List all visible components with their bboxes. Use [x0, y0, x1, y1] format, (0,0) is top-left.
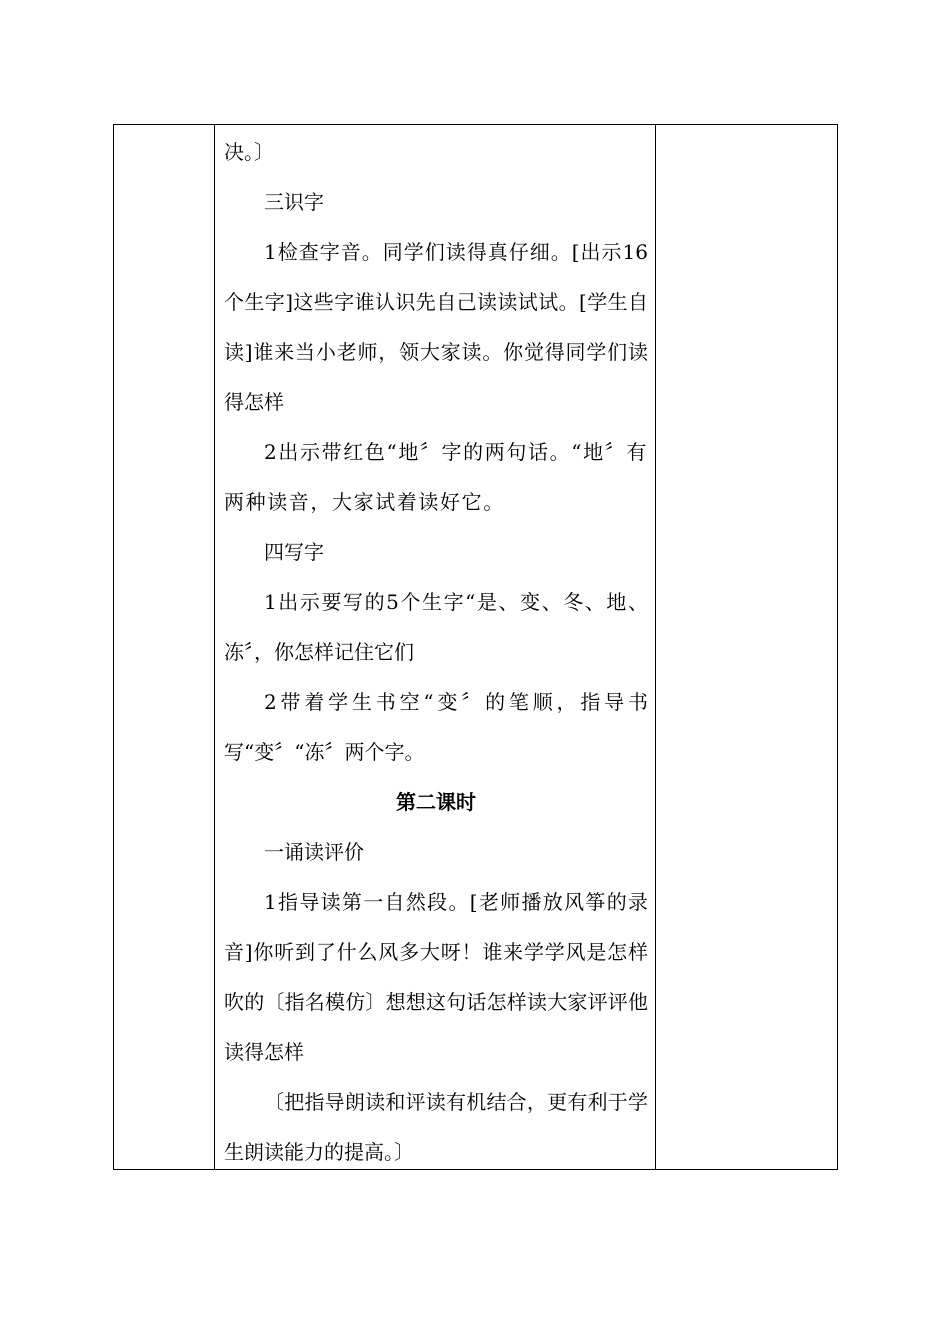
- paragraph-teaching-note: 〔把指导朗读和评读有机结合，更有利于学生朗读能力的提高。〕: [224, 1090, 648, 1164]
- label-cell: [114, 125, 214, 1169]
- lesson-plan-table: [113, 124, 838, 1170]
- notes-cell: [656, 125, 837, 1169]
- lesson-period-title: 第二课时: [396, 790, 476, 814]
- paragraph-check-pronunciation: 1检查字音。同学们读得真仔细。[出示16个生字]这些字谁认识先自己读读试试。[学生自读]谁来当小老师，领大家读。你觉得同学们读得怎样: [224, 240, 648, 414]
- paragraph-show-sentences: 2出示带红色“地〞字的两句话。“地〞有两种读音，大家试着读好它。: [224, 440, 648, 514]
- paragraph-show-characters: 1出示要写的5个生字“是、变、冬、地、冻〞，你怎样记住它们: [224, 590, 648, 664]
- paragraph-guided-reading: 1指导读第一自然段。[老师播放风筝的录音]你听到了什么风多大呀！谁来学学风是怎样吹的〔指名模仿〕想想这句话怎样读大家评评他读得怎样: [224, 890, 648, 1064]
- paragraph-continuation: 决。〕: [224, 140, 274, 164]
- section-heading-recitation: 一诵读评价: [264, 840, 364, 864]
- section-heading-literacy: 三识字: [264, 190, 324, 214]
- section-heading-writing: 四写字: [264, 540, 324, 564]
- lesson-content-cell: [224, 127, 648, 1177]
- paragraph-stroke-order: 2带着学生书空“变〞的笔顺，指导书写“变〞“冻〞两个字。: [224, 690, 648, 764]
- column-divider-left: [214, 125, 215, 1169]
